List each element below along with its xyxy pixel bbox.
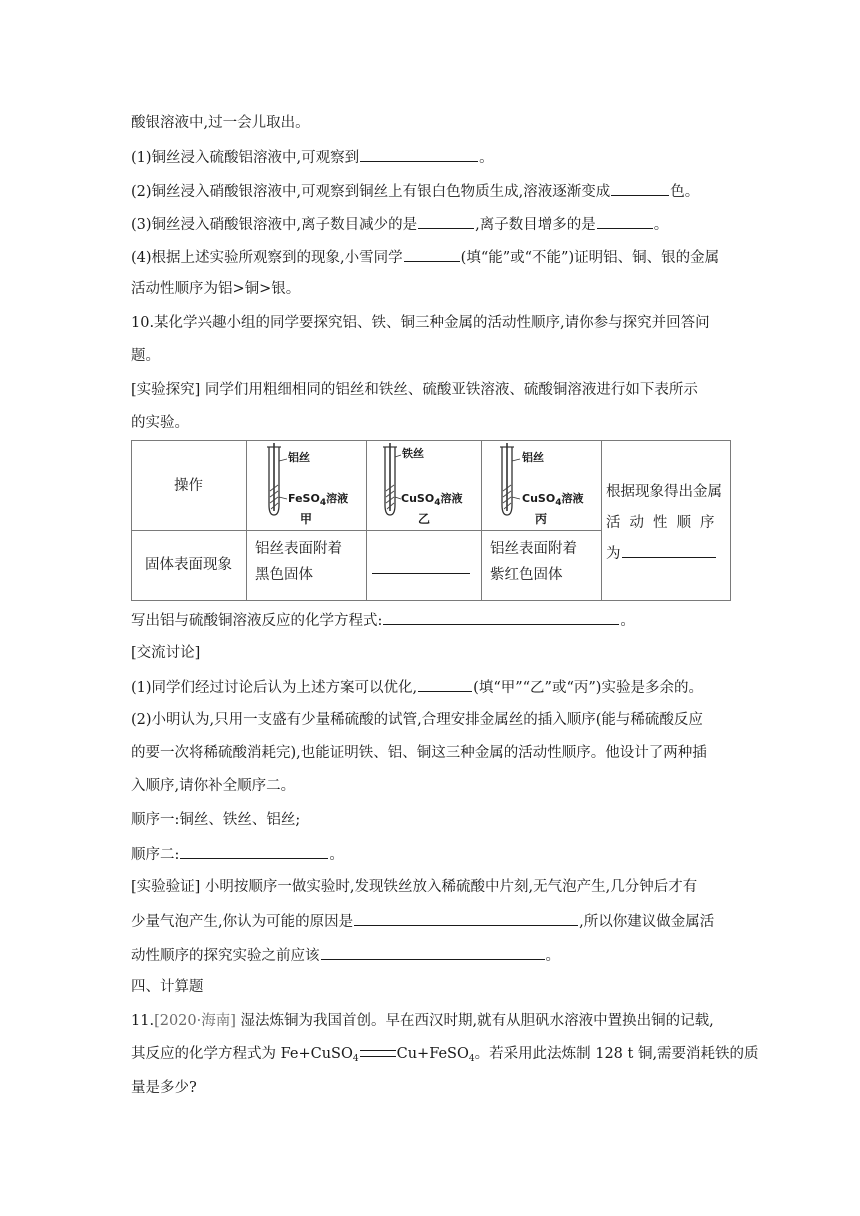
verify-line3: 动性顺序的探究实验之前应该 。 (131, 944, 731, 966)
answer-blank[interactable] (611, 180, 669, 196)
answer-blank[interactable] (321, 944, 545, 960)
q9-part4: (4)根据上述实验所观察到的现象,小雪同学 (填“能”或“不能”)证明铝、铜、银的金属 (131, 246, 731, 268)
solution-label: CuSO$_4$溶液 (401, 492, 463, 508)
source-tag: [2020·海南] (154, 1013, 236, 1029)
verify-line2: 少量气泡产生,你认为可能的原因是 ,所以你建议做金属活 (131, 910, 731, 932)
answer-blank[interactable] (180, 843, 328, 859)
q11-line1: 11.[2020·海南] 湿法炼铜为我国首创。早在西汉时期,就有从胆矾水溶液中置换出铜的记载, (131, 1013, 714, 1029)
q9-part1: (1)铜丝浸入硫酸铝溶液中,可观察到 。 (131, 146, 731, 168)
answer-blank[interactable] (360, 146, 478, 162)
answer-blank[interactable] (354, 910, 578, 926)
tube-label: 乙 (417, 512, 430, 526)
solution-label: CuSO$_4$溶液 (522, 492, 584, 508)
tube-jia (247, 441, 365, 530)
observation-bing: 铝丝表面附着 紫红色固体 (490, 541, 577, 583)
q11-line2: 其反应的化学方程式为 Fe+CuSO$_4$ Cu+FeSO$_4$。若采用此法炼制 128 t 铜,需要消耗铁的质 (131, 1046, 759, 1064)
discussion-2-line2: 的要一次将稀硫酸消耗完),也能证明铁、铝、铜这三种金属的活动性顺序。他设计了两种插 (131, 745, 707, 761)
equals-sign-icon (360, 1050, 396, 1057)
equation-line: 写出铝与硫酸铜溶液反应的化学方程式: 。 (131, 609, 731, 631)
q10-stem-line1: 10.某化学兴趣小组的同学要探究铝、铁、铜三种金属的活动性顺序,请你参与探究并回答问 (131, 315, 710, 331)
tube-yi (367, 441, 481, 530)
wire-label: 铁丝 (402, 447, 424, 460)
order-one: 顺序一:铜丝、铁丝、铝丝; (131, 812, 301, 828)
observation-jia: 铝丝表面附着 黑色固体 (255, 541, 342, 583)
discussion-1: (1)同学们经过讨论后认为上述方案可以优化, (填“甲”“乙”或“丙”)实验是多余的。 (131, 676, 731, 698)
observation-yi-blank[interactable] (372, 573, 470, 574)
conclusion-cell: 根据现象得出金属 活动性顺序 为 (606, 484, 724, 562)
experiment-table (131, 440, 731, 600)
answer-blank[interactable] (383, 609, 619, 625)
tube-label: 甲 (299, 512, 312, 526)
discussion-2-line3: 入顺序,请你补全顺序二。 (131, 778, 296, 794)
answer-blank[interactable] (404, 246, 460, 262)
q9-part4-cont: 活动性顺序为铝>铜>银。 (131, 281, 301, 297)
discussion-2-line1: (2)小明认为,只用一支盛有少量稀硫酸的试管,合理安排金属丝的插入顺序(能与稀硫酸反应 (131, 712, 703, 728)
tube-label: 丙 (534, 512, 547, 526)
conclusion-blank[interactable] (622, 542, 716, 558)
solution-label: FeSO$_4$溶液 (288, 492, 349, 508)
discussion-title: [交流讨论] (131, 645, 201, 661)
tube-bing (482, 441, 600, 530)
row-header-observation: 固体表面现象 (145, 557, 232, 573)
order-two: 顺序二: 。 (131, 843, 731, 865)
row-header-operation: 操作 (174, 478, 203, 494)
wire-label: 铝丝 (522, 451, 544, 464)
q9-part3: (3)铜丝浸入硝酸银溶液中,离子数目减少的是 ,离子数目增多的是 。 (131, 213, 731, 235)
q9-part2: (2)铜丝浸入硝酸银溶液中,可观察到铜丝上有银白色物质生成,溶液逐渐变成 色。 (131, 180, 731, 202)
q11-line3: 量是多少? (131, 1080, 197, 1096)
q10-stem-line2: 题。 (131, 348, 160, 364)
answer-blank[interactable] (597, 213, 653, 229)
answer-blank[interactable] (418, 676, 472, 692)
intro-tail: 酸银溶液中,过一会儿取出。 (131, 115, 310, 131)
answer-blank[interactable] (418, 213, 474, 229)
q10-explore-line2: 的实验。 (131, 415, 189, 431)
section-title: 四、计算题 (131, 979, 204, 995)
q10-explore-line1: [实验探究] 同学们用粗细相同的铝丝和铁丝、硫酸亚铁溶液、硫酸铜溶液进行如下表所示 (131, 382, 698, 398)
verify-line1: [实验验证] 小明按顺序一做实验时,发现铁丝放入稀硫酸中片刻,无气泡产生,几分钟后才有 (131, 879, 698, 895)
wire-label: 铝丝 (288, 451, 310, 464)
